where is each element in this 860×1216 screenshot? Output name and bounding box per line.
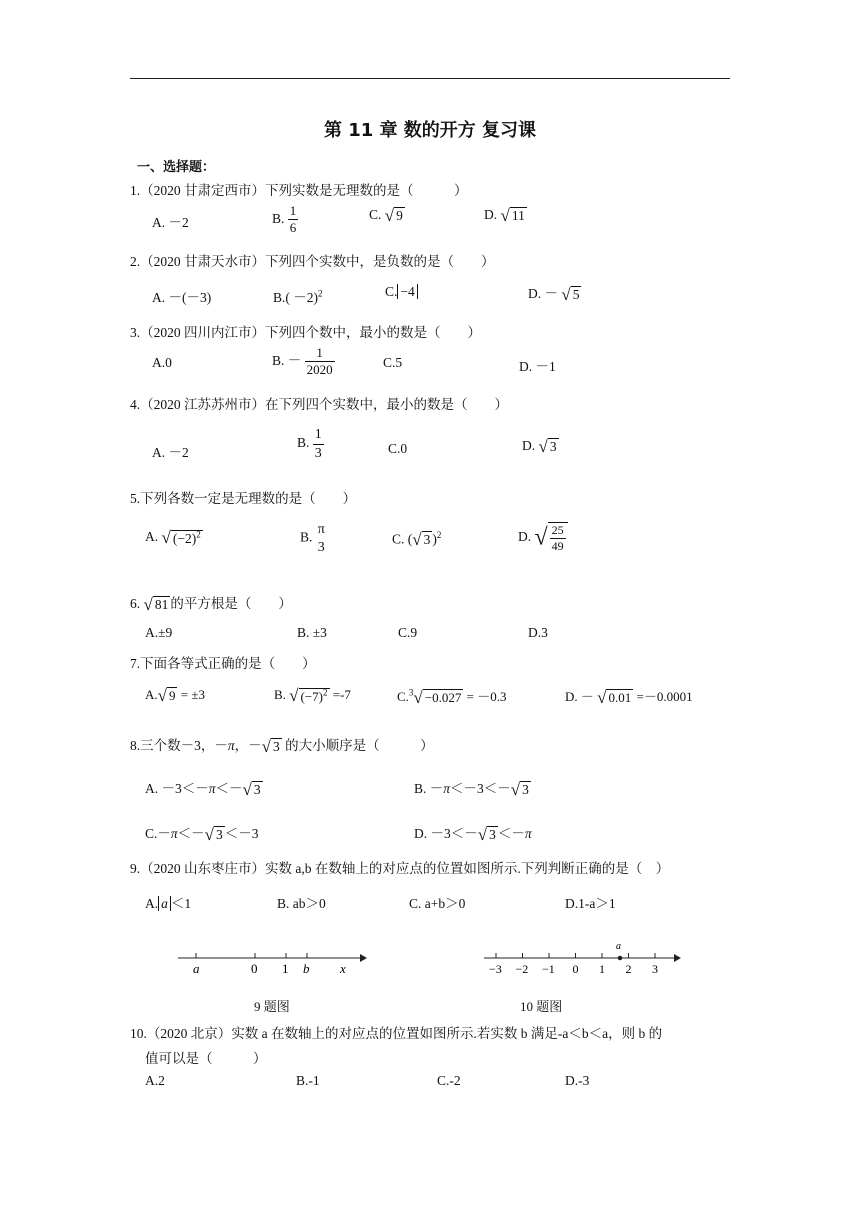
q7-option-b: B. √ $(-7)^2 =-7$ [274,686,351,705]
q9-option-c: C. a+b＞0 [409,896,466,911]
q2-option-b: $B.( -2)^2$ [273,288,323,305]
q5-option-d: D. √ $\frac{25}{49}$ [518,522,568,554]
q3-option-a: A.0 [152,355,172,370]
q1-option-c: C. √ 9 [369,206,403,225]
q6-option-c: C.9 [398,625,418,640]
fig10-tick-label: 2 [625,962,632,976]
fig10-tick-label: 1 [599,962,605,976]
fraction: $\frac{1}{6}$ [289,203,297,236]
q4-option-a: A. －2 [152,445,189,460]
q3-stem: 3.（2020 四川内江市）下列四个数中，最小的数是（ ） [130,325,481,340]
q8-option-c: C.－π＜－√ 3 ＜－3 [145,824,259,844]
fig10-tick-label: −1 [542,962,555,976]
page-title: 第 11 章 数的开方 复习课 [323,120,537,141]
fig10-point [618,956,623,961]
q4-stem: 4.（2020 江苏苏州市）在下列四个实数中，最小的数是（ ） [130,397,508,412]
q10-option-d: D.-3 [565,1073,590,1088]
fig10-caption: 10 题图 [520,999,563,1014]
q5-option-a: A. √ $(-2)^2$ [145,528,201,547]
q9-option-a: A. a ＜1 [145,896,192,911]
q2-option-d: D. － √ 5 [528,284,580,304]
q3-option-d: D. －1 [519,359,556,374]
q9-option-d: D.1-a＞1 [565,896,616,911]
fig9-caption: 9 题图 [254,999,290,1014]
q4-option-c: C.0 [388,441,408,456]
fig10-tick-label: 0 [572,962,579,976]
q10-option-c: C.-2 [437,1073,461,1088]
fig9-label: b [303,961,310,976]
q8-option-d: D. －3＜－√ 3 ＜－π [414,824,532,844]
q4-option-b: B. $\frac{1}{3}$ [297,427,322,461]
q10-stem-line1: 10.（2020 北京）实数 a 在数轴上的对应点的位置如图所示.若实数 b 满足-a＜b＜a，则 b 的 [130,1026,663,1041]
q7-option-c: C.$^3$√ −0.027 = －0.3 [397,687,507,708]
q6-stem: 6. √ 81 的平方根是（ ） [130,594,292,614]
q10-option-b: B.-1 [296,1073,320,1088]
q8-stem: 8.三个数－3，－π，－√ 3 的大小顺序是（ ） [130,736,434,756]
q3-option-b: B. － $\frac{1}{2020}$ [272,345,333,378]
q10-option-a: A.2 [145,1073,165,1088]
q6-option-a: A.±9 [145,625,173,640]
fig10-number-line [478,940,688,980]
q1-option-a: A. －2 [152,215,189,230]
fig10-tick-label: −3 [489,962,502,976]
q4-option-d: D. √ 3 [522,437,557,456]
fig10-tick-label: −2 [515,962,529,976]
q7-option-a: A.√ 9 = ±3 [145,686,205,705]
q1-option-b: B. $\frac{1}{6}$ [272,203,297,236]
q7-stem: 7.下面各等式正确的是（ ） [130,656,316,671]
fig10-tick-label: 3 [652,962,658,976]
q6-option-b: B. ±3 [297,625,327,640]
q7-option-d: D. － √ 0.01 =－0.0001 [565,688,693,708]
fig9-number-line [170,940,370,980]
q5-option-b: B. π 3 [300,522,325,555]
fig9-label: a [193,961,200,976]
q1-stem: 1.（2020 甘肃定西市）下列实数是无理数的是（ ） [130,183,468,198]
q8-option-a: A. －3＜－π＜－√ 3 [145,779,261,799]
fig9-label: 1 [282,961,289,976]
fig10-point-label: a [616,941,621,952]
q2-option-c: C. −4 [385,284,418,300]
q9-option-b: B. ab＞0 [277,896,326,911]
q3-option-c: C.5 [383,355,403,370]
fig9-label: 0 [251,961,258,976]
q8-option-b: B. －π＜－3＜－√ 3 [414,779,529,799]
q5-stem: 5.下列各数一定是无理数的是（ ） [130,491,357,506]
q9-stem: 9.（2020 山东枣庄市）实数 a,b 在数轴上的对应点的位置如图所示.下列判断正确的是（ ） [130,861,670,876]
fig9-label: x [340,961,346,976]
section-heading: 一、选择题： [137,160,216,175]
q6-option-d: D.3 [528,625,548,640]
q5-option-c: C. (√ 3 )$^2$ [392,530,442,550]
q1-option-d: D. √ 11 [484,206,525,225]
q10-stem-line2: 值可以是（ ） [145,1051,267,1066]
q2-option-a: A. －(－3) [152,290,212,305]
header-rule [130,78,730,79]
q2-stem: 2.（2020 甘肃天水市）下列四个实数中，是负数的是（ ） [130,254,495,269]
